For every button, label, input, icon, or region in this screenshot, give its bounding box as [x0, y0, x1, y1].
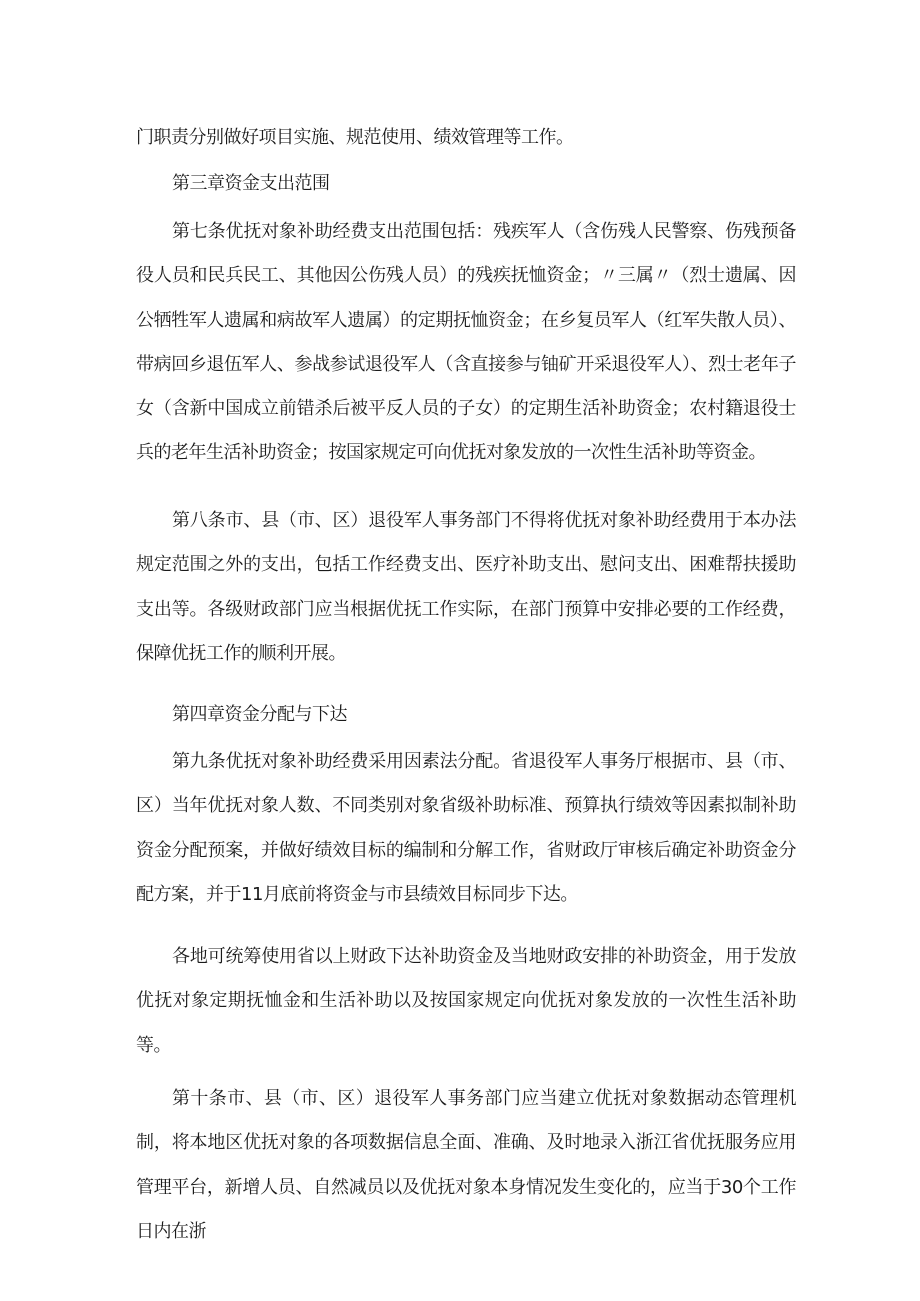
paragraph-continuation: 门职责分别做好项目实施、规范使用、绩效管理等工作。 [136, 127, 574, 148]
chapter-heading-3: 第三章资金支出范围 [172, 173, 330, 194]
paragraph-article-10: 第十条市、县（市、区）退役军人事务部门应当建立优抚对象数据动态管理机制，将本地区优抚对象的各项数据信息全面、准确、及时地录入浙江省优抚服务应用管理平台，新增人员、自然减员以及优抚对象本身情况发生变化的，应当于30个工作日内在浙 [136, 1088, 796, 1242]
paragraph-article-8: 第八条市、县（市、区）退役军人事务部门不得将优抚对象补助经费用于本办法规定范围之外的支出，包括工作经费支出、医疗补助支出、慰问支出、困难帮扶援助支出等。各级财政部门应当根据优抚工作实际，在部门预算中安排必要的工作经费，保障优抚工作的顺利开展。 [136, 510, 796, 664]
chapter-heading-4: 第四章资金分配与下达 [172, 704, 347, 725]
paragraph-article-9: 第九条优抚对象补助经费采用因素法分配。省退役军人事务厅根据市、县（市、区）当年优抚对象人数、不同类别对象省级补助标准、预算执行绩效等因素拟制补助资金分配预案，并做好绩效目标的编制和分解工作，省财政厅审核后确定补助资金分配方案，并于11月底前将资金与市县绩效目标同步下达。 [136, 751, 796, 905]
paragraph-funding-use: 各地可统筹使用省以上财政下达补助资金及当地财政安排的补助资金，用于发放优抚对象定期抚恤金和生活补助以及按国家规定向优抚对象发放的一次性生活补助等。 [136, 946, 796, 1056]
paragraph-article-7: 第七条优抚对象补助经费支出范围包括：残疾军人（含伤残人民警察、伤残预备役人员和民兵民工、其他因公伤残人员）的残疾抚恤资金；〃三属〃（烈士遗属、因公牺牲军人遗属和病故军人遗属）的定期抚恤资金；在乡复员军人（红军失散人员）、带病回乡退伍军人、参战参试退役军人（含直接参与铀矿开采退役军人）、烈士老年子女（含新中国成立前错杀后被平反人员的子女）的定期生活补助资金；农村籍退役士兵的老年生活补助资金；按国家规定可向优抚对象发放的一次性生活补助等资金。 [136, 221, 796, 464]
